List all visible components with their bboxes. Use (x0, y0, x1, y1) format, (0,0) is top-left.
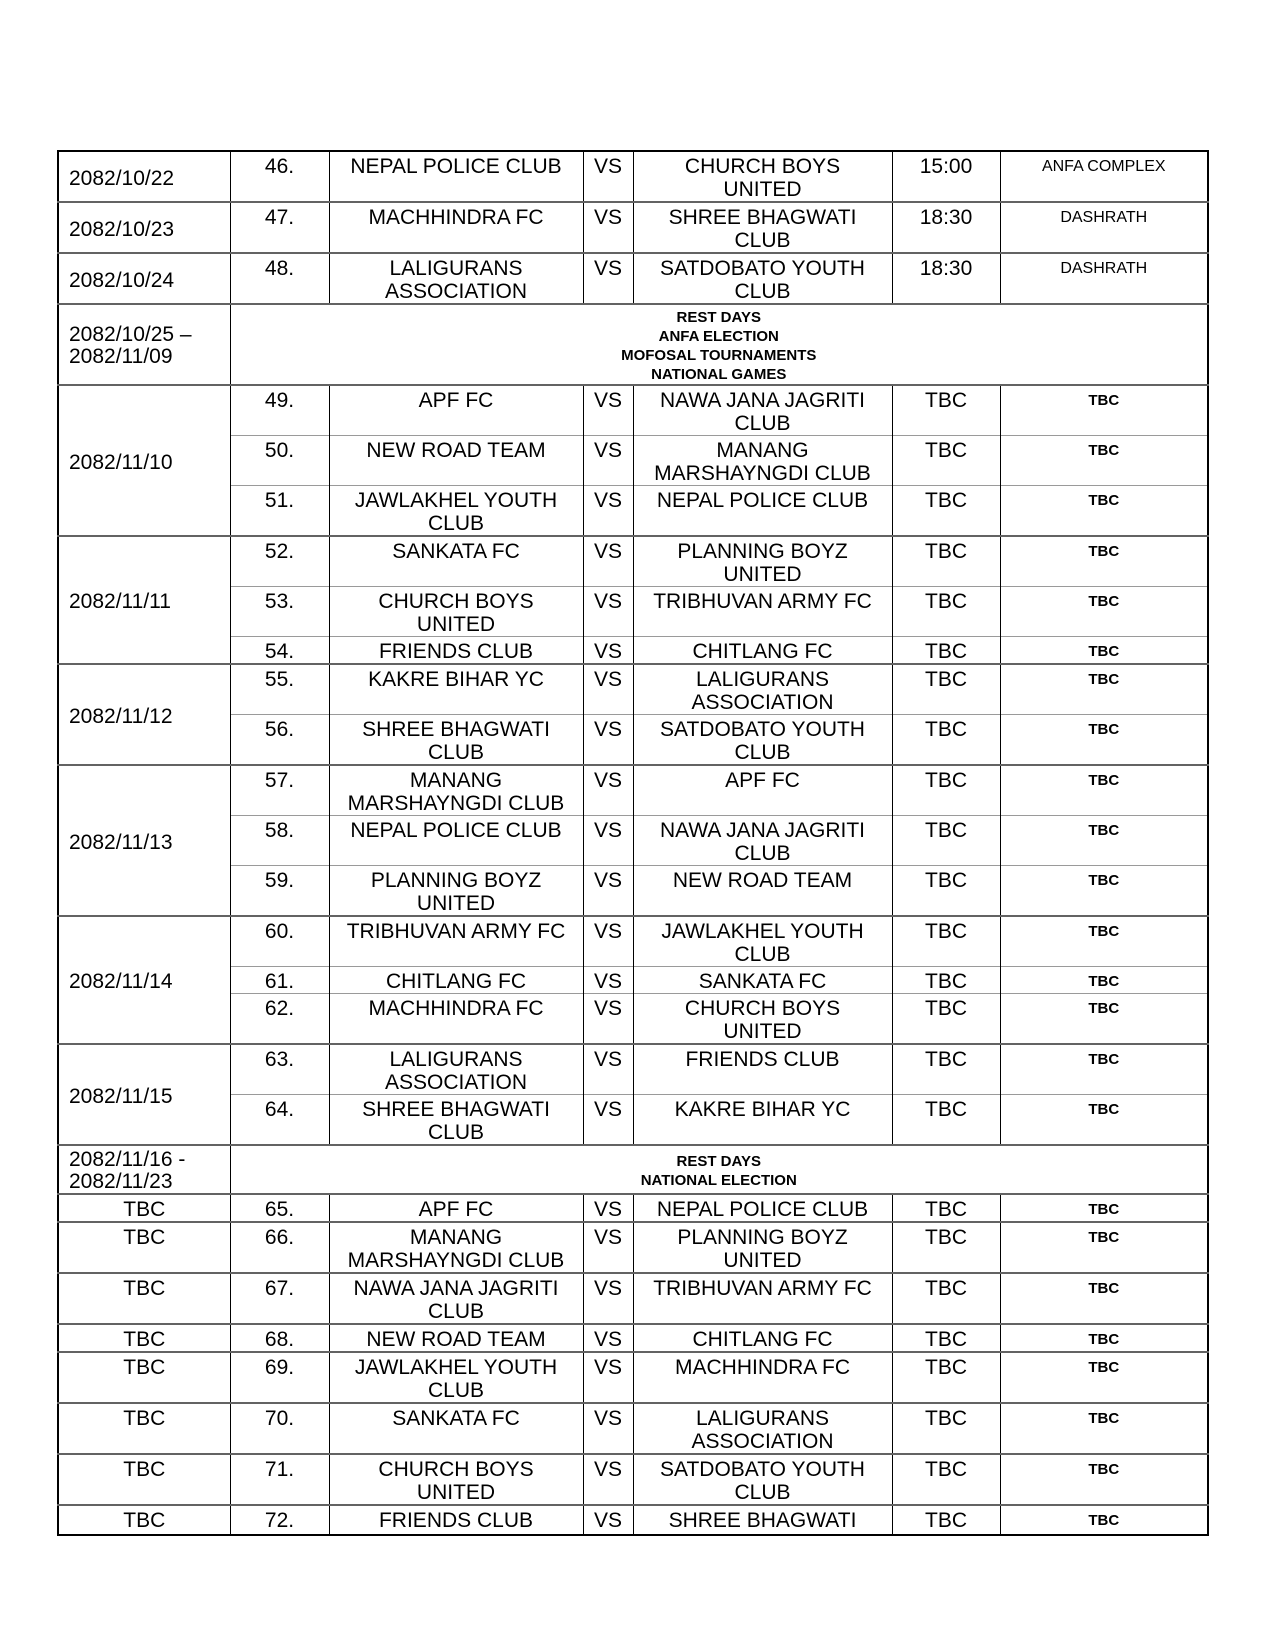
kickoff-time: TBC (892, 1505, 1000, 1535)
home-team: NEW ROAD TEAM (329, 436, 583, 486)
date-cell: TBC (58, 1273, 230, 1324)
vs-label: VS (583, 1273, 633, 1324)
away-team: CHITLANG FC (633, 637, 892, 665)
kickoff-time: TBC (892, 1352, 1000, 1403)
vs-label: VS (583, 1324, 633, 1352)
venue: TBC (1000, 385, 1208, 436)
away-team: CHURCH BOYS UNITED (633, 151, 892, 202)
match-number: 46. (230, 151, 329, 202)
vs-label: VS (583, 253, 633, 304)
venue: TBC (1000, 637, 1208, 665)
home-team: NAWA JANA JAGRITI CLUB (329, 1273, 583, 1324)
kickoff-time: TBC (892, 1095, 1000, 1146)
venue: DASHRATH (1000, 253, 1208, 304)
venue: TBC (1000, 1222, 1208, 1273)
match-number: 50. (230, 436, 329, 486)
match-number: 64. (230, 1095, 329, 1146)
kickoff-time: TBC (892, 536, 1000, 587)
venue: TBC (1000, 1044, 1208, 1095)
kickoff-time: TBC (892, 715, 1000, 766)
vs-label: VS (583, 866, 633, 917)
match-number: 67. (230, 1273, 329, 1324)
venue: TBC (1000, 1505, 1208, 1535)
vs-label: VS (583, 486, 633, 537)
match-number: 55. (230, 664, 329, 715)
away-team: SATDOBATO YOUTH CLUB (633, 715, 892, 766)
away-team: NAWA JANA JAGRITI CLUB (633, 385, 892, 436)
kickoff-time: TBC (892, 1273, 1000, 1324)
home-team: SANKATA FC (329, 536, 583, 587)
kickoff-time: TBC (892, 816, 1000, 866)
venue: TBC (1000, 866, 1208, 917)
match-number: 52. (230, 536, 329, 587)
vs-label: VS (583, 1095, 633, 1146)
vs-label: VS (583, 202, 633, 253)
date-cell: 2082/11/13 (58, 765, 230, 916)
date-cell: 2082/10/24 (58, 253, 230, 304)
vs-label: VS (583, 1454, 633, 1505)
match-number: 66. (230, 1222, 329, 1273)
venue: ANFA COMPLEX (1000, 151, 1208, 202)
date-cell: 2082/11/14 (58, 916, 230, 1044)
away-team: LALIGURANS ASSOCIATION (633, 1403, 892, 1454)
venue: TBC (1000, 994, 1208, 1045)
date-cell: TBC (58, 1194, 230, 1222)
home-team: APF FC (329, 385, 583, 436)
fixture-table (57, 150, 1209, 1536)
kickoff-time: TBC (892, 967, 1000, 994)
rest-date-line: 2082/10/25 – (69, 323, 192, 346)
kickoff-time: 15:00 (892, 151, 1000, 202)
match-number: 53. (230, 587, 329, 637)
rest-note (230, 304, 1208, 385)
vs-label: VS (583, 436, 633, 486)
date-cell: TBC (58, 1352, 230, 1403)
venue: TBC (1000, 916, 1208, 967)
vs-label: VS (583, 916, 633, 967)
home-team: FRIENDS CLUB (329, 1505, 583, 1535)
rest-date-range (58, 304, 230, 385)
rest-date-line: 2082/11/09 (69, 345, 173, 368)
date-cell: TBC (58, 1324, 230, 1352)
venue: TBC (1000, 715, 1208, 766)
rest-note-line: REST DAYS (676, 1153, 761, 1170)
rest-note (230, 1145, 1208, 1194)
home-team: NEPAL POLICE CLUB (329, 816, 583, 866)
venue: TBC (1000, 1273, 1208, 1324)
venue: TBC (1000, 967, 1208, 994)
venue: TBC (1000, 536, 1208, 587)
home-team: NEPAL POLICE CLUB (329, 151, 583, 202)
away-team: CHITLANG FC (633, 1324, 892, 1352)
match-number: 63. (230, 1044, 329, 1095)
match-number: 51. (230, 486, 329, 537)
venue: TBC (1000, 1324, 1208, 1352)
away-team: LALIGURANS ASSOCIATION (633, 664, 892, 715)
vs-label: VS (583, 1505, 633, 1535)
home-team: APF FC (329, 1194, 583, 1222)
kickoff-time: 18:30 (892, 202, 1000, 253)
vs-label: VS (583, 536, 633, 587)
home-team: CHITLANG FC (329, 967, 583, 994)
date-cell: 2082/11/12 (58, 664, 230, 765)
kickoff-time: TBC (892, 1454, 1000, 1505)
vs-label: VS (583, 587, 633, 637)
vs-label: VS (583, 1403, 633, 1454)
date-cell: 2082/10/23 (58, 202, 230, 253)
home-team: LALIGURANS ASSOCIATION (329, 253, 583, 304)
date-cell: TBC (58, 1454, 230, 1505)
venue: TBC (1000, 664, 1208, 715)
away-team: NEPAL POLICE CLUB (633, 486, 892, 537)
home-team: SHREE BHAGWATI CLUB (329, 715, 583, 766)
venue: TBC (1000, 765, 1208, 816)
away-team: SATDOBATO YOUTH CLUB (633, 1454, 892, 1505)
match-number: 60. (230, 916, 329, 967)
kickoff-time: TBC (892, 866, 1000, 917)
match-number: 54. (230, 637, 329, 665)
match-number: 61. (230, 967, 329, 994)
home-team: KAKRE BIHAR YC (329, 664, 583, 715)
date-cell: 2082/11/11 (58, 536, 230, 664)
kickoff-time: TBC (892, 994, 1000, 1045)
match-number: 49. (230, 385, 329, 436)
match-number: 62. (230, 994, 329, 1045)
kickoff-time: TBC (892, 1324, 1000, 1352)
away-team: MANANG MARSHAYNGDI CLUB (633, 436, 892, 486)
away-team: APF FC (633, 765, 892, 816)
kickoff-time: TBC (892, 486, 1000, 537)
rest-note-line: NATIONAL ELECTION (640, 1172, 797, 1189)
match-number: 72. (230, 1505, 329, 1535)
kickoff-time: TBC (892, 1194, 1000, 1222)
vs-label: VS (583, 385, 633, 436)
match-number: 56. (230, 715, 329, 766)
date-cell: TBC (58, 1505, 230, 1535)
rest-date-range (58, 1145, 230, 1194)
home-team: FRIENDS CLUB (329, 637, 583, 665)
away-team: KAKRE BIHAR YC (633, 1095, 892, 1146)
kickoff-time: TBC (892, 637, 1000, 665)
venue: TBC (1000, 587, 1208, 637)
vs-label: VS (583, 1044, 633, 1095)
away-team: NEPAL POLICE CLUB (633, 1194, 892, 1222)
home-team: MACHHINDRA FC (329, 202, 583, 253)
venue: DASHRATH (1000, 202, 1208, 253)
kickoff-time: 18:30 (892, 253, 1000, 304)
match-number: 59. (230, 866, 329, 917)
vs-label: VS (583, 151, 633, 202)
vs-label: VS (583, 1194, 633, 1222)
rest-note-line: NATIONAL GAMES (651, 366, 787, 383)
match-number: 57. (230, 765, 329, 816)
away-team: PLANNING BOYZ UNITED (633, 1222, 892, 1273)
venue: TBC (1000, 1454, 1208, 1505)
venue: TBC (1000, 1403, 1208, 1454)
date-cell: TBC (58, 1222, 230, 1273)
kickoff-time: TBC (892, 1222, 1000, 1273)
match-number: 70. (230, 1403, 329, 1454)
match-number: 47. (230, 202, 329, 253)
away-team: FRIENDS CLUB (633, 1044, 892, 1095)
home-team: SHREE BHAGWATI CLUB (329, 1095, 583, 1146)
away-team: SATDOBATO YOUTH CLUB (633, 253, 892, 304)
home-team: CHURCH BOYS UNITED (329, 587, 583, 637)
home-team: JAWLAKHEL YOUTH CLUB (329, 486, 583, 537)
vs-label: VS (583, 765, 633, 816)
away-team: CHURCH BOYS UNITED (633, 994, 892, 1045)
match-number: 69. (230, 1352, 329, 1403)
date-cell: 2082/11/10 (58, 385, 230, 536)
venue: TBC (1000, 816, 1208, 866)
kickoff-time: TBC (892, 1403, 1000, 1454)
venue: TBC (1000, 436, 1208, 486)
home-team: MACHHINDRA FC (329, 994, 583, 1045)
date-cell: TBC (58, 1403, 230, 1454)
vs-label: VS (583, 1222, 633, 1273)
vs-label: VS (583, 664, 633, 715)
vs-label: VS (583, 967, 633, 994)
away-team: TRIBHUVAN ARMY FC (633, 587, 892, 637)
away-team: SANKATA FC (633, 967, 892, 994)
home-team: MANANG MARSHAYNGDI CLUB (329, 765, 583, 816)
rest-note-line: MOFOSAL TOURNAMENTS (621, 347, 817, 364)
venue: TBC (1000, 1095, 1208, 1146)
kickoff-time: TBC (892, 916, 1000, 967)
away-team: MACHHINDRA FC (633, 1352, 892, 1403)
date-cell: 2082/10/22 (58, 151, 230, 202)
match-number: 65. (230, 1194, 329, 1222)
vs-label: VS (583, 715, 633, 766)
away-team: SHREE BHAGWATI (633, 1505, 892, 1535)
kickoff-time: TBC (892, 664, 1000, 715)
match-number: 68. (230, 1324, 329, 1352)
kickoff-time: TBC (892, 587, 1000, 637)
rest-date-line: 2082/11/16 - (69, 1148, 186, 1171)
kickoff-time: TBC (892, 765, 1000, 816)
rest-note-line: ANFA ELECTION (658, 328, 779, 345)
away-team: JAWLAKHEL YOUTH CLUB (633, 916, 892, 967)
venue: TBC (1000, 1194, 1208, 1222)
vs-label: VS (583, 637, 633, 665)
away-team: NEW ROAD TEAM (633, 866, 892, 917)
venue: TBC (1000, 1352, 1208, 1403)
away-team: PLANNING BOYZ UNITED (633, 536, 892, 587)
home-team: SANKATA FC (329, 1403, 583, 1454)
away-team: TRIBHUVAN ARMY FC (633, 1273, 892, 1324)
rest-date-line: 2082/11/23 (69, 1170, 173, 1193)
venue: TBC (1000, 486, 1208, 537)
home-team: NEW ROAD TEAM (329, 1324, 583, 1352)
match-number: 58. (230, 816, 329, 866)
rest-note-line: REST DAYS (676, 309, 761, 326)
vs-label: VS (583, 1352, 633, 1403)
kickoff-time: TBC (892, 436, 1000, 486)
away-team: NAWA JANA JAGRITI CLUB (633, 816, 892, 866)
vs-label: VS (583, 816, 633, 866)
home-team: PLANNING BOYZ UNITED (329, 866, 583, 917)
match-number: 48. (230, 253, 329, 304)
kickoff-time: TBC (892, 1044, 1000, 1095)
home-team: CHURCH BOYS UNITED (329, 1454, 583, 1505)
home-team: LALIGURANS ASSOCIATION (329, 1044, 583, 1095)
home-team: TRIBHUVAN ARMY FC (329, 916, 583, 967)
kickoff-time: TBC (892, 385, 1000, 436)
home-team: MANANG MARSHAYNGDI CLUB (329, 1222, 583, 1273)
home-team: JAWLAKHEL YOUTH CLUB (329, 1352, 583, 1403)
vs-label: VS (583, 994, 633, 1045)
date-cell: 2082/11/15 (58, 1044, 230, 1145)
away-team: SHREE BHAGWATI CLUB (633, 202, 892, 253)
match-number: 71. (230, 1454, 329, 1505)
